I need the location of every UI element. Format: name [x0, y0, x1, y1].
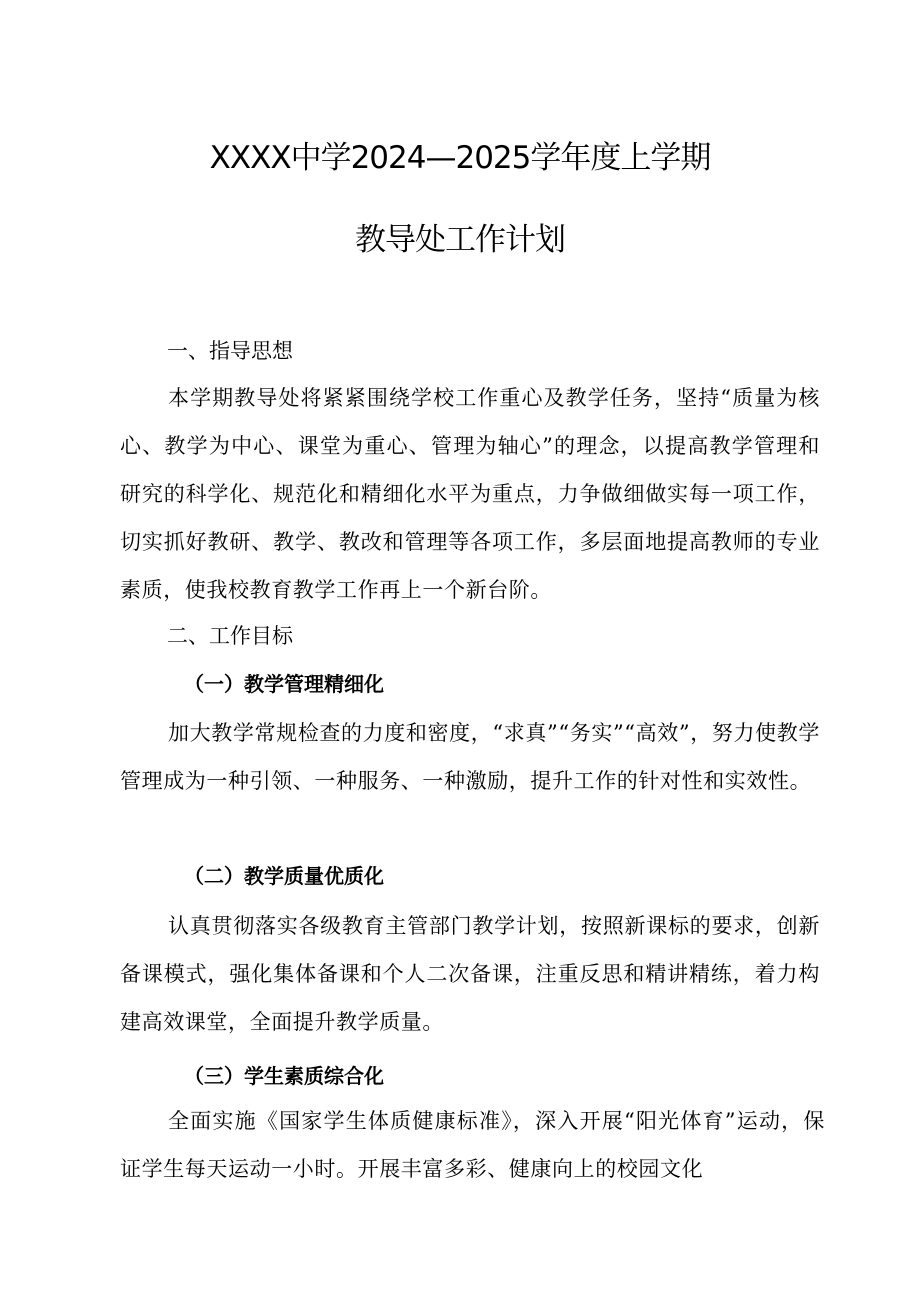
section-paragraph-guiding-ideology: 本学期教导处将紧紧围绕学校工作重心及教学任务，坚持“质量为核心、教学为中心、课堂为重心、管理为轴心”的理念，以提高教学管理和研究的科学化、规范化和精细化水平为重点，力争做细做实每一项工作，切实抓好教研、教学、教改和管理等各项工作，多层面地提高教师的专业素质，使我校教育教学工作再上一个新台阶。: [120, 386, 820, 602]
subsection-heading-student-quality: （三）学生素质综合化: [184, 1064, 384, 1088]
section-heading-guiding-ideology: 一、指导思想: [167, 339, 293, 363]
subsection-paragraph-student-quality: 全面实施《国家学生体质健康标准》，深入开展“阳光体育”运动，保证学生每天运动一小时。开展丰富多彩、健康向上的校园文化: [120, 1109, 825, 1181]
subsection-heading-management: （一）教学管理精细化: [184, 672, 384, 696]
subsection-heading-quality: （二）教学质量优质化: [184, 864, 384, 888]
document-title-line1: XXXX中学2024—2025学年度上学期: [209, 140, 711, 176]
section-heading-work-goals: 二、工作目标: [167, 624, 293, 648]
document-title-line2: 教导处工作计划: [355, 222, 565, 258]
subsection-paragraph-quality: 认真贯彻落实各级教育主管部门教学计划，按照新课标的要求，创新备课模式，强化集体备课和个人二次备课，注重反思和精讲精练，着力构建高效课堂，全面提升教学质量。: [120, 914, 820, 1034]
subsection-paragraph-management: 加大教学常规检查的力度和密度，“求真”“务实”“高效”，努力使教学管理成为一种引领、一种服务、一种激励，提升工作的针对性和实效性。: [120, 721, 820, 793]
